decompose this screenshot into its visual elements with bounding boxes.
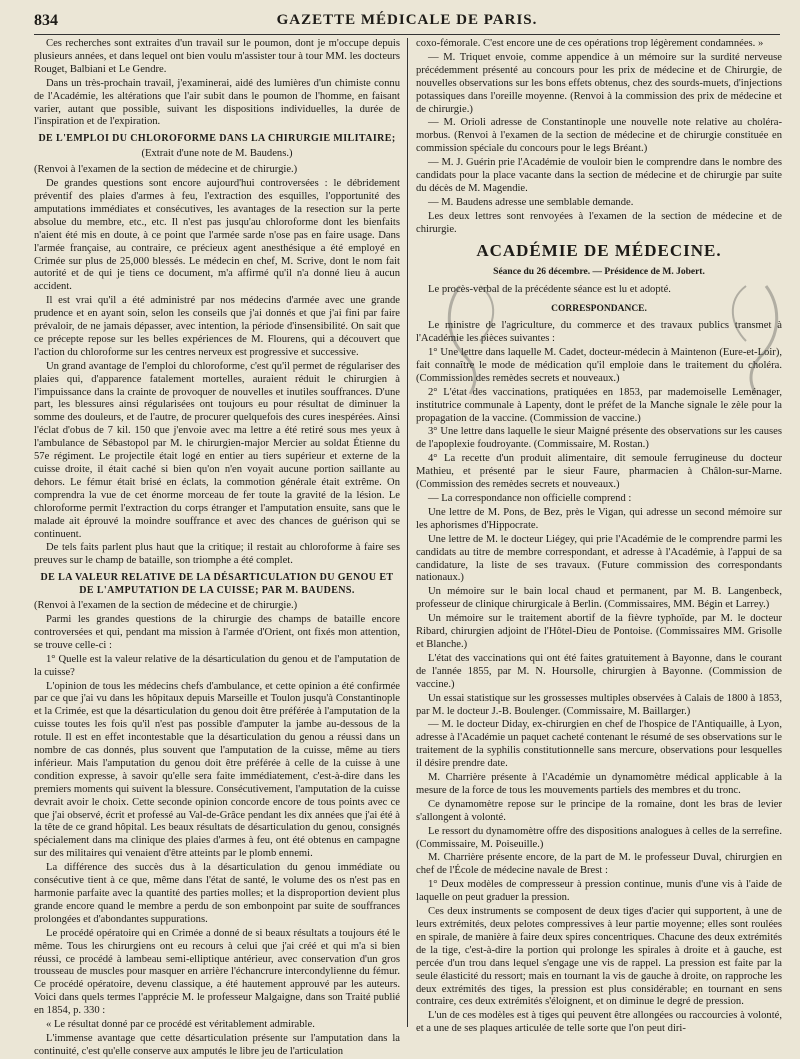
paragraph: Les deux lettres sont renvoyées à l'examen de la section de médecine et de chirurgie.: [416, 210, 782, 235]
referral-note: (Renvoi à l'examen de la section de médecine et de chirurgie.): [34, 164, 298, 176]
paragraph: Ces recherches sont extraites d'un travail sur le poumon, dont je m'occupe depuis plusieurs années, et dans lequel ont bien voulu m'assister tour à tour MM. les docteurs Rouget, Balbiani et Le Gendre.: [34, 38, 400, 75]
correspondence-title: CORRESPONDANCE.: [551, 304, 647, 315]
paragraph: Le procédé opératoire qui en Crimée a donné de si beaux résultats a toujours été le même. Tous les chirurgiens ont eu recours à celui que j'ai créé et qui m'a si bien réussi, ce procédé à lambeau semi-elliptique antérieur, avec conservation d'un gros trousseau de muscles pour masquer en arrière l'échancrure intercondylienne du fémur. Ce procédé opératoire, devenu classique, a été hautement approuvé par les auteurs. Voici dans quels termes l'apprécie M. le professeur Malgaigne, dans son Traité publié en 1854, p. 330 :: [34, 927, 400, 1017]
paragraph: 2° L'état des vaccinations, pratiquées en 1853, par mademoiselle Leménager, institutrice communale à Lapenty, dont le préfet de la Manche signale le zèle pour la propagation de la vaccine. (Commission de vaccine.): [416, 386, 782, 424]
paragraph: Une lettre de M. Pons, de Bez, près le Vigan, qui adresse un second mémoire sur les aphorismes d'Hippocrate.: [416, 506, 782, 531]
paragraph: Il est vrai qu'il a été administré par nos médecins d'armée avec une grande prudence et en ayant soin, selon les conseils que j'ai donnés et que j'ai fini par faire prévaloir, de ne jamais dépasser, avec intention, la période d'insensibilité. On sait que ce précepte repose sur les belles expériences de M. Flourens, qui a découvert que l'action du chloroforme sur les centres nerveux est progressive et successive.: [34, 295, 400, 358]
running-title: GAZETTE MÉDICALE DE PARIS.: [276, 12, 538, 28]
academy-title: ACADÉMIE DE MÉDECINE.: [476, 240, 722, 260]
paragraph: La différence des succès dus à la désarticulation du genou immédiate ou consécutive tient à ce que, même dans l'état de santé, le volume des os n'est pas en harmonie parfaite avec la quantité des parties molles; et la disproportion devient plus grande encore quand le membre a perdu de son embonpoint par suite de souffrances prolongées et d'abondantes suppurations.: [34, 862, 400, 925]
paragraph: M. Charrière présente encore, de la part de M. le professeur Duval, chirurgien en chef de l'École de médecine navale de Brest :: [416, 852, 782, 877]
paragraph: 4° La recette d'un produit alimentaire, dit semoule ferrugineuse du docteur Mathieu, et présenté par le sieur Faure, pharmacien à Châlon-sur-Marne. (Commission des remèdes secrets et nouveaux.): [416, 453, 782, 491]
paragraph: Le ressort du dynamomètre offre des dispositions analogues à celles de la serrefine. (Commissaire, M. Poiseuille.): [416, 825, 782, 850]
paragraph: 1° Une lettre dans laquelle M. Cadet, docteur-médecin à Maintenon (Eure-et-Loir), fait connaître le mode de médication qu'il emploie dans le traitement du choléra. (Commission des remèdes secrets et nouveaux.): [416, 347, 782, 384]
section-subtitle: (Extrait d'une note de M. Baudens.): [141, 148, 293, 160]
paragraph: Ce dynamomètre repose sur le principe de la romaine, dont les bras de levier s'allongent à volonté.: [416, 798, 782, 823]
paragraph: — M. Baudens adresse une semblable demande.: [428, 196, 634, 208]
instrument-illustration-left: [440, 276, 510, 396]
paragraph: Ces deux instruments se composent de deux tiges d'acier qui supportent, à une de leurs extrémités, deux pelotes compressives à leur partie moyenne; elles sont roulées en spirale, de manière à faire deux spires concentriques. Chacune des deux extrémités de la tige, c'est-à-dire la portion qui prolonge les spirales à droite et à gauche, est percée d'un trou dans lequel s'engage une vis de rappel. La pression est faite par la seule élasticité du ressort; mais en tournant la vis de gauche à droite, on rapproche les deux extrémités des tiges, la pression est plus considérable; en tournant en sens contraire, ces deux extrémités s'éloignent, et on diminue le degré de pression.: [416, 906, 782, 1008]
paragraph: — M. le docteur Diday, ex-chirurgien en chef de l'hospice de l'Antiquaille, à Lyon, adresse à l'Académie un paquet cacheté contenant le résumé de ses observations sur le traitement de la syphilis constitutionnelle sans mercure, observations pour lesquelles il désire prendre date.: [416, 719, 782, 770]
page-header: [34, 10, 780, 35]
paragraph: « Le résultat donné par ce procédé est véritablement admirable.: [46, 1019, 315, 1031]
paragraph: 1° Deux modèles de compresseur à pression continue, munis d'une vis à l'aide de laquelle on peut graduer la pression.: [416, 879, 782, 904]
paragraph: M. Charrière présente à l'Académie un dynamomètre médical applicable à la mesure de la force de tous les mouvements partiels des membres et du tronc.: [416, 772, 782, 796]
referral-note: (Renvoi à l'examen de la section de médecine et de chirurgie.): [34, 600, 298, 612]
paragraph: Un mémoire sur le traitement abortif de la fièvre typhoïde, par M. le docteur Ribard, chirurgien adjoint de l'Hôtel-Dieu de Pontoise. (Commissaires MM. Grisolle et Blanche.): [416, 613, 782, 650]
paragraph: Dans un très-prochain travail, j'examinerai, aidé des lumières d'un chimiste connu de l'Académie, les altérations que l'air subit dans le poumon de l'homme, en faisant varier, autant que possible, suivant les dispositions individuelles, la durée de l'inspiration et de l'expiration.: [34, 77, 400, 128]
right-column: [416, 38, 782, 1035]
section-title-knee: DE LA VALEUR RELATIVE DE LA DÉSARTICULATION DU GENOU ET DE L'AMPUTATION DE LA CUISSE; PAR M. BAUDENS.: [40, 572, 394, 597]
paragraph: — M. Orioli adresse de Constantinople une nouvelle note relative au choléra-morbus. (Renvoi à l'examen de la section de médecine et de chirurgie constituée en commission spéciale du concours pour le legs Bréant.): [416, 117, 782, 155]
paragraph: 1° Quelle est la valeur relative de la désarticulation du genou et de l'amputation de la cuisse?: [34, 653, 400, 678]
paragraph: L'opinion de tous les médecins chefs d'ambulance, et cette opinion a été confirmée par ce que j'ai vu dans les hôpitaux depuis Marseille et Toulon jusqu'à Constantinople et la Crimée, est que la désarticulation du genou doit être préférée à l'amputation de la cuisse toutes les fois qu'il n'est pas possible d'amputer la jambe au-dessous de la rotule. Il est en effet incontestable que la désarticulation du genou a réussi dans un nombre de cas donnés, plus souvent que l'amputation de la cuisse, même au tiers inférieur. Mais l'amputation du genou doit être préférée à celle de la cuisse à une condition expresse, à savoir qu'elle sera faite immédiatement, c'est-à-dire dans les premiers moments qui suivent la blessure. Consécutivement, l'amputation de la cuisse devrait avoir le choix. Cette seconde opinion concorde encore de tous points avec ce que j'ai observé, écrit et professé au Val-de-Grâce pendant les dix années que j'ai été à la tête de ce grand hôpital. Les beaux résultats de désarticulation du genou, consignés spécialement dans ma clinique des plaies d'armes à feu, ont été obtenus en campagne sur des militaires qui venaient d'être atteints par le plomb ennemi.: [34, 680, 400, 860]
paragraph: L'un de ces modèles est à tiges qui peuvent être allongées ou raccourcies à volonté, et a une de ses plaques articulée de telle sorte que l'on peut diri-: [416, 1010, 782, 1035]
paragraph: De tels faits parlent plus haut que la critique; il restait au chloroforme à faire ses preuves sur le champ de bataille, son triomphe a été complet.: [34, 542, 400, 567]
left-column: [34, 38, 400, 1057]
paragraph: L'état des vaccinations qui ont été faites gratuitement à Bayonne, dans le courant de l'année 1855, par M. N. Hoursolle, chirurgien à Bayonne. (Commission de vaccine.): [416, 652, 782, 690]
page-number: 834: [34, 12, 58, 29]
paragraph: — M. Triquet envoie, comme appendice à un mémoire sur la surdité nerveuse précédemment présenté au concours pour les prix de médecine et de Chirurgie, de nouvelles observations sur les bons effets obtenus, chez des sourds-muets, d'injections potassiques dans l'oreille moyenne. (Renvoi à la commission des prix de médecine et de chirurgie.): [416, 51, 782, 115]
session-line: Séance du 26 décembre. — Présidence de M. Jobert.: [493, 266, 705, 277]
paragraph: Le ministre de l'agriculture, du commerce et des travaux publics transmet à l'Académie les pièces suivantes :: [416, 320, 782, 345]
paragraph: Une lettre de M. le docteur Liégey, qui prie l'Académie de le comprendre parmi les candidats au titre de membre correspondant, et adresse à l'Académie, à l'appui de sa candidature, la liste de ses travaux. (Future commission des correspondants nationaux.): [416, 533, 782, 584]
paragraph: L'immense avantage que cette désarticulation présente sur l'amputation dans la continuité, c'est qu'elle conserve aux amputés le libre jeu de l'articulation: [34, 1032, 400, 1057]
paragraph: coxo-fémorale. C'est encore une de ces opérations trop légèrement condamnées. »: [416, 38, 764, 49]
paragraph: — M. J. Guérin prie l'Académie de vouloir bien le comprendre dans le nombre des candidats pour la place vacante dans la section de médecine et de chirurgie par suite du décès de M. Magendie.: [416, 157, 782, 194]
paragraph: Un grand avantage de l'emploi du chloroforme, c'est qu'il permet de régulariser des plaies qui, d'apparence fatalement mortelles, auraient réduit le chirurgien à l'impuissance dans la crainte de provoquer de nouvelles et inutiles souffrances. D'une part, les blessures ainsi régularisées ont toujours eu pour résultat de diminuer la somme des douleurs, et de l'autre, de procurer quelquefois des cures inespérées. Ainsi l'éclat d'obus de 7 kil. 150 que j'envoie avec ma lettre a été retiré sous mes yeux à l'ambulance de Sébastopol par M. le chirurgien-major Mercier au soldat Étienne du 57e régiment. Le projectile était logé en entier au tiers supérieur et externe de la cuisse droite, il était caché si bien qu'on n'en voyait aucune portion saillante au dehors. Le fémur était brisé en éclats, la commotion générale était extrême. On comprendra la vue de cet énorme morceau de fer toute la gravité de la lésion. Le chloroforme permit l'extraction du corps étranger et l'amputation ensuite, sans que le malade ait éprouvé la moindre souffrance et avec des chances de guérison qui se continuent.: [34, 360, 400, 540]
paragraph: Un essai statistique sur les grossesses multiples observées à Calais de 1800 à 1853, par M. le docteur J.-B. Boulenger. (Commissaire, M. Baillarger.): [416, 692, 782, 717]
paragraph: 3° Une lettre dans laquelle le sieur Maigné présente des observations sur les causes de l'apoplexie foudroyante. (Commissaire, M. Rostan.): [416, 426, 782, 451]
section-title-chloroform: DE L'EMPLOI DU CHLOROFORME DANS LA CHIRURGIE MILITAIRE;: [38, 133, 396, 145]
paragraph: Le procès-verbal de la précédente séance est lu et adopté.: [428, 284, 671, 296]
paragraph: Un mémoire sur le bain local chaud et permanent, par M. B. Langenbeck, professeur de clinique chirurgicale à Berlin. (Commissaires, MM. Bégin et Larrey.): [416, 586, 782, 611]
paragraph: Parmi les grandes questions de la chirurgie des champs de bataille encore controversées et qui, pendant ma mission à l'armée d'Orient, ont fixés mon attention, se trouve celle-ci :: [34, 613, 400, 651]
paragraph: De grandes questions sont encore aujourd'hui controversées : le débridement préventif des plaies d'armes à feu, l'extraction des esquilles, l'opportunité des amputations immédiates et consécutives, les avantages de la resection sur la perte absolue du membre, etc., etc. Il n'est pas jusqu'au chloroforme dont les bienfaits n'aient été mis en doute, à ce point que l'armée sarde n'ose pas en faire usage. Dans l'armée française, au contraire, ce précieux agent anesthésique a été employé en Crimée sur plus de 25,000 blessés. Le médecin en chef, M. Scrive, dont le nom fait autorité et de qui je tiens ce document, m'a affirmé qu'il n'a donné lieu à aucun accident.: [34, 178, 400, 293]
instrument-illustration-right: [716, 276, 786, 396]
paragraph: — La correspondance non officielle comprend :: [428, 493, 632, 504]
column-divider: [407, 38, 408, 1027]
